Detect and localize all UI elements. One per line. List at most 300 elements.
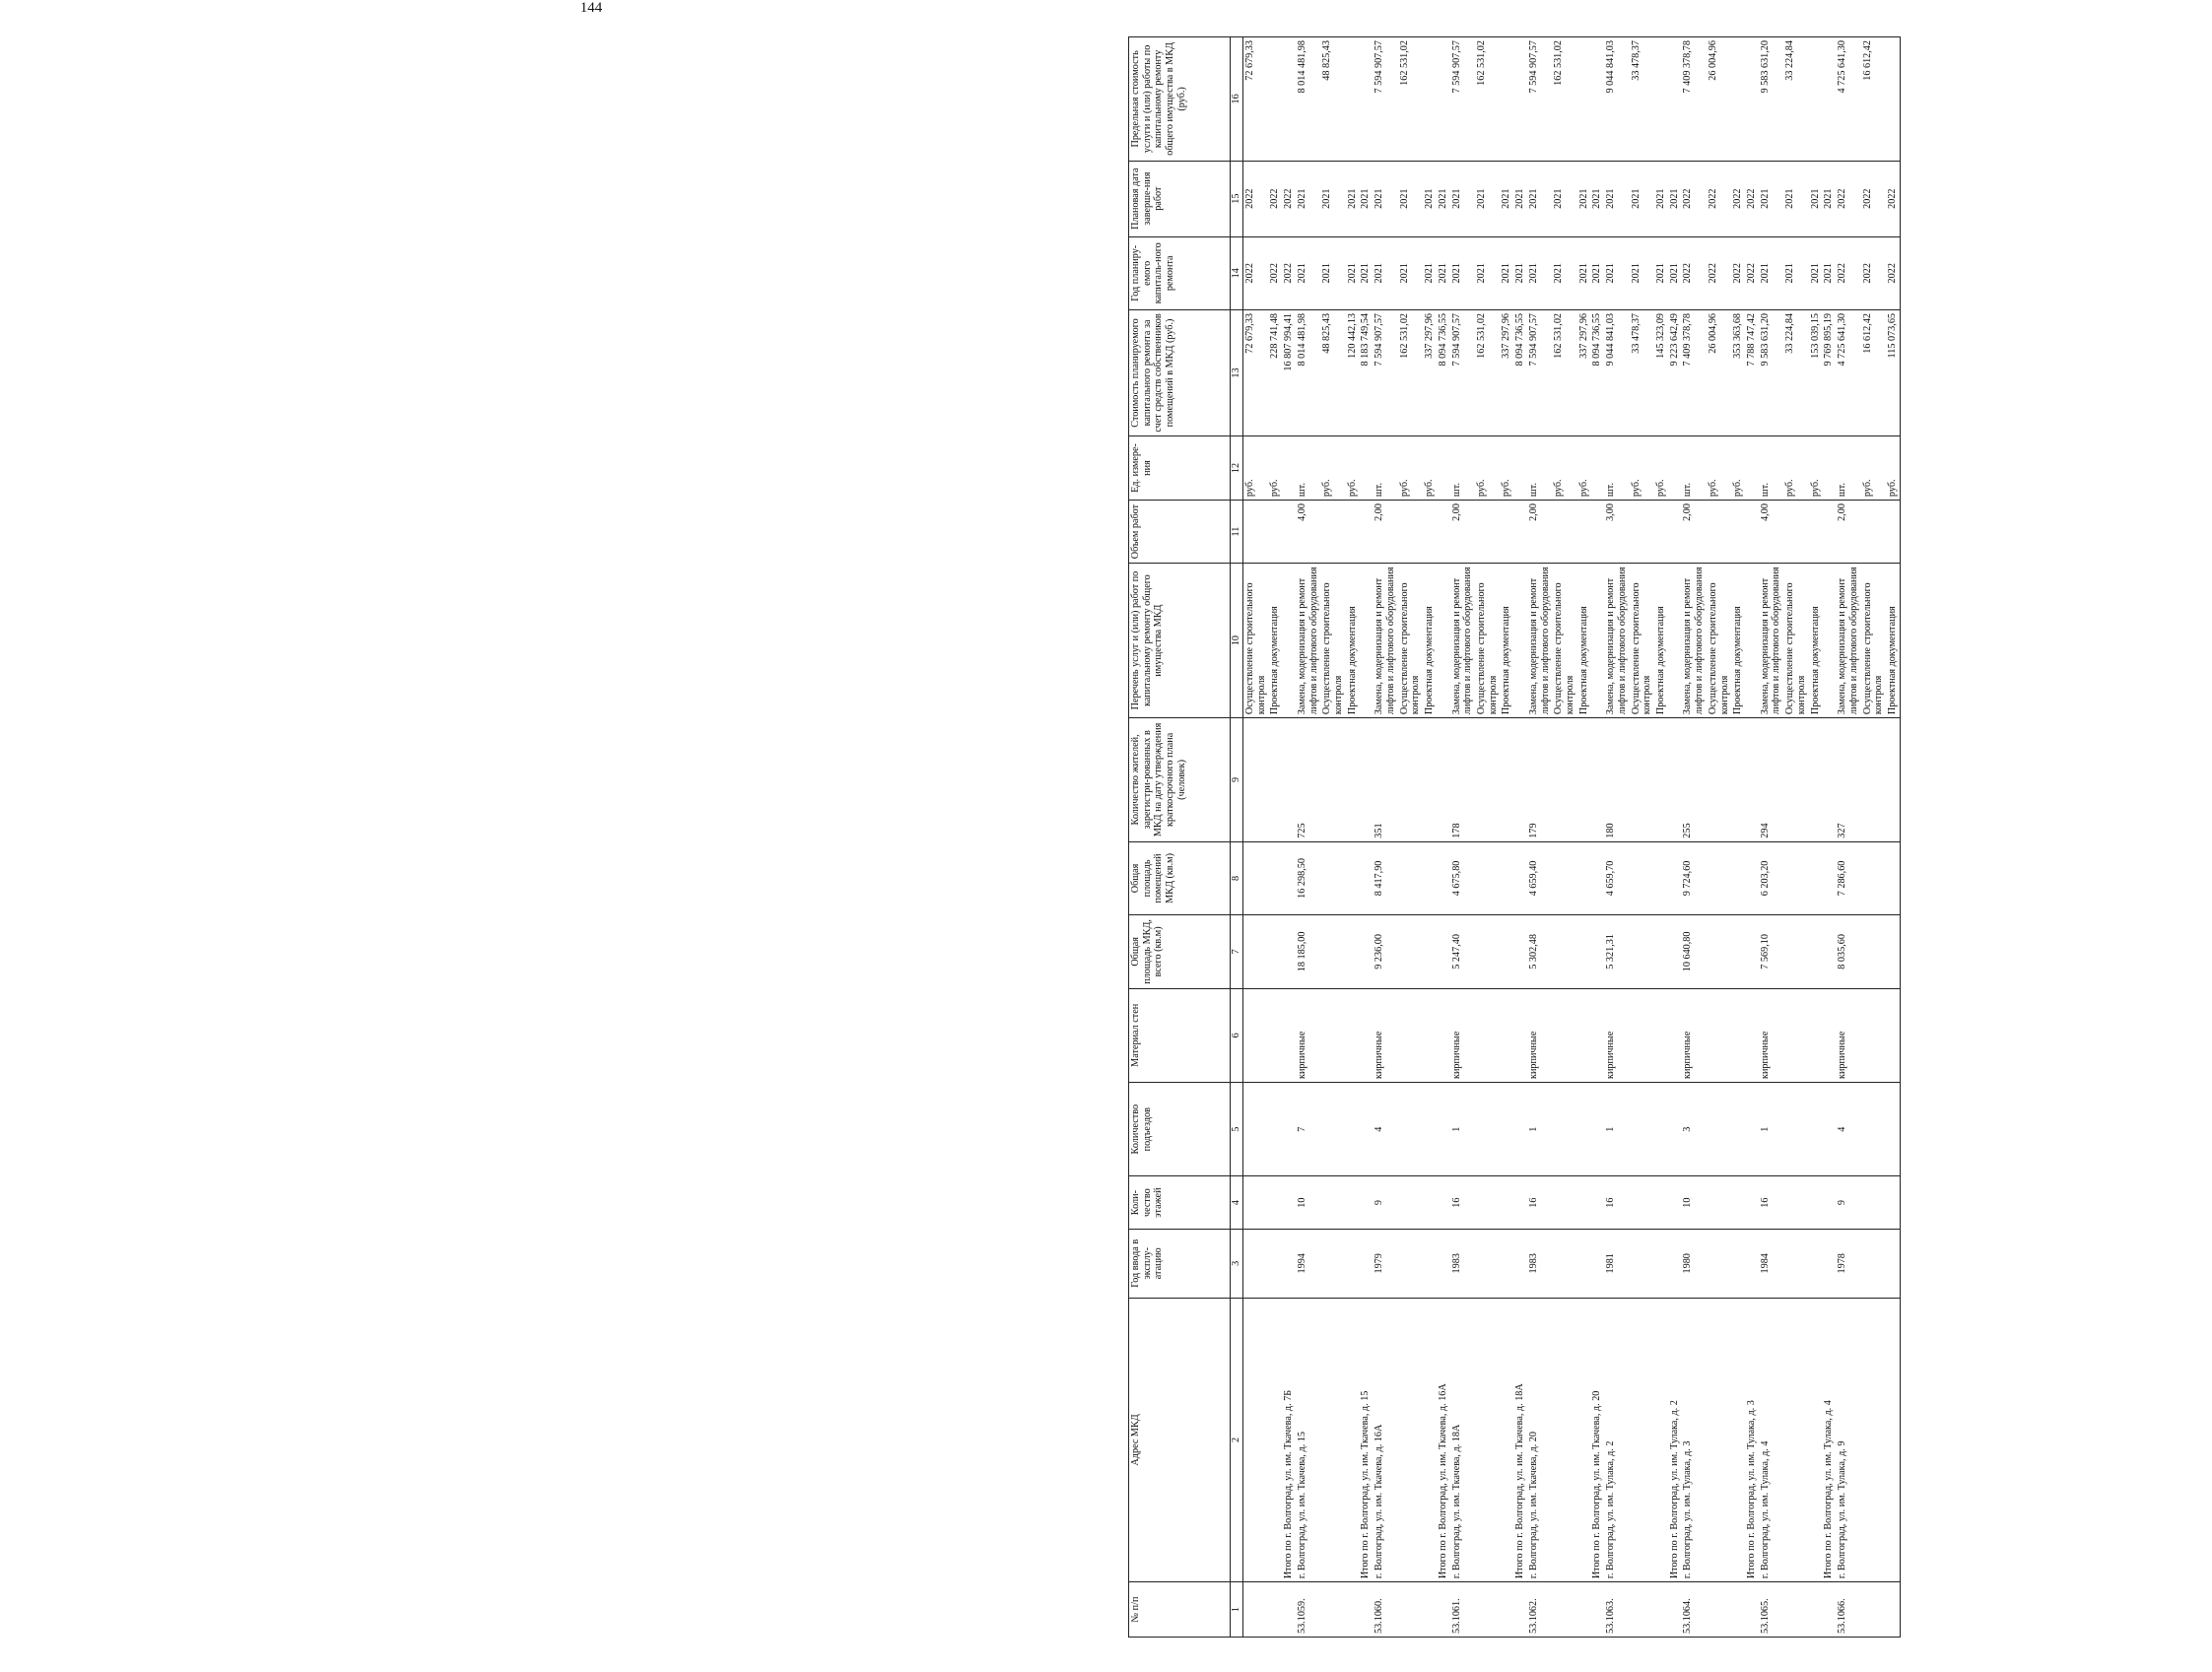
cell-completion-date: 2022 [1707, 161, 1731, 236]
col-header: Ед. измере-ния [1129, 435, 1231, 500]
cell-premises-area [1654, 841, 1668, 914]
cell-wall-material: кирпичные [1836, 988, 1860, 1082]
cell-cost: 7 788 747,42 [1745, 309, 1759, 435]
table-row [1836, 37, 1860, 1638]
table-row [1707, 37, 1731, 1638]
cell-cost: 353 363,68 [1731, 309, 1745, 435]
cell-wall-material [1861, 988, 1886, 1082]
cell-residents [1359, 718, 1373, 842]
cell-work-type: Замена, модернизация и ремонт лифтов и лифтового оборудования [1836, 564, 1860, 718]
cell-repair-year: 2021 [1346, 236, 1360, 309]
cell-residents [1668, 718, 1682, 842]
cell-cost: 9 044 841,03 [1604, 309, 1629, 435]
cell-max-cost: 33 478,37 [1630, 37, 1654, 162]
cell-wall-material [1886, 988, 1900, 1082]
cell-repair-year: 2022 [1731, 236, 1745, 309]
cell-premises-area [1346, 841, 1360, 914]
table-row [1552, 37, 1576, 1638]
cell-floors [1783, 1176, 1808, 1230]
cell-entrances [1320, 1082, 1345, 1175]
cell-work-type [1513, 564, 1527, 718]
cell-address [1707, 1298, 1731, 1582]
col-number: 13 [1231, 309, 1243, 435]
cell-unit: руб. [1268, 435, 1282, 500]
cell-address [1654, 1298, 1668, 1582]
cell-premises-area: 9 724,60 [1681, 841, 1706, 914]
cell-completion-date: 2022 [1745, 161, 1759, 236]
cell-address [1320, 1298, 1345, 1582]
cell-index: 53.1066. [1836, 1582, 1860, 1638]
cell-entrances [1707, 1082, 1731, 1175]
cell-year-built [1731, 1229, 1745, 1298]
cell-cost: 228 741,48 [1268, 309, 1282, 435]
cell-premises-area [1437, 841, 1450, 914]
cell-work-type: Проектная документация [1346, 564, 1360, 718]
cell-entrances [1268, 1082, 1282, 1175]
cell-index [1783, 1582, 1808, 1638]
cell-cost: 162 531,02 [1475, 309, 1500, 435]
cell-index [1886, 1582, 1900, 1638]
cell-volume [1500, 501, 1513, 564]
cell-total-area: 10 640,80 [1681, 915, 1706, 988]
cell-residents [1731, 718, 1745, 842]
cell-total-area [1809, 915, 1823, 988]
cell-entrances [1513, 1082, 1527, 1175]
cell-max-cost: 48 825,43 [1320, 37, 1345, 162]
cell-completion-date: 2022 [1282, 161, 1296, 236]
cell-index [1268, 1582, 1282, 1638]
cell-address [1861, 1298, 1886, 1582]
cell-completion-date: 2021 [1500, 161, 1513, 236]
cell-address [1552, 1298, 1576, 1582]
cell-floors: 10 [1681, 1176, 1706, 1230]
cell-work-type: Проектная документация [1886, 564, 1900, 718]
cell-premises-area: 6 203,20 [1759, 841, 1783, 914]
cell-unit: руб. [1552, 435, 1576, 500]
cell-cost: 162 531,02 [1398, 309, 1423, 435]
cell-unit: руб. [1809, 435, 1823, 500]
cell-premises-area [1552, 841, 1576, 914]
cell-address [1423, 1298, 1437, 1582]
cell-entrances [1437, 1082, 1450, 1175]
cell-address: Итого по г. Волгоград, ул. им. Ткачева, д. 20 [1590, 1298, 1604, 1582]
cell-index: 53.1065. [1759, 1582, 1783, 1638]
cell-completion-date: 2021 [1373, 161, 1397, 236]
cell-year-built: 1981 [1604, 1229, 1629, 1298]
cell-residents [1630, 718, 1654, 842]
col-header: Предельная стоимость услуги и (или) работы по капитальному ремонту общего имущества в МКД (руб.) [1129, 37, 1231, 162]
cell-premises-area [1320, 841, 1345, 914]
cell-max-cost [1500, 37, 1513, 162]
cell-entrances: 1 [1759, 1082, 1783, 1175]
cell-repair-year: 2021 [1590, 236, 1604, 309]
cell-work-type: Проектная документация [1268, 564, 1282, 718]
cell-address: Итого по г. Волгоград, ул. им. Ткачева, д. 15 [1359, 1298, 1373, 1582]
cell-residents [1809, 718, 1823, 842]
cell-year-built: 1984 [1759, 1229, 1783, 1298]
cell-residents [1552, 718, 1576, 842]
cell-max-cost: 72 679,33 [1243, 37, 1269, 162]
cell-residents: 327 [1836, 718, 1860, 842]
cell-total-area [1886, 915, 1900, 988]
cell-year-built [1346, 1229, 1360, 1298]
cell-wall-material [1783, 988, 1808, 1082]
cell-total-area [1654, 915, 1668, 988]
cell-work-type [1668, 564, 1682, 718]
cell-work-type [1590, 564, 1604, 718]
rotated-table-container [1128, 36, 2212, 1638]
cell-wall-material [1590, 988, 1604, 1082]
cell-wall-material [1809, 988, 1823, 1082]
cell-wall-material [1552, 988, 1576, 1082]
cell-premises-area [1475, 841, 1500, 914]
table-row [1630, 37, 1654, 1638]
cell-premises-area [1668, 841, 1682, 914]
cell-cost: 8 094 736,55 [1513, 309, 1527, 435]
cell-premises-area [1398, 841, 1423, 914]
cell-total-area: 9 236,00 [1373, 915, 1397, 988]
cell-work-type [1822, 564, 1836, 718]
cell-completion-date: 2021 [1552, 161, 1576, 236]
cell-index: 53.1062. [1527, 1582, 1552, 1638]
cell-total-area [1513, 915, 1527, 988]
cell-entrances [1654, 1082, 1668, 1175]
cell-work-type: Осуществление строительного контроля [1552, 564, 1576, 718]
col-number: 15 [1231, 161, 1243, 236]
cell-floors [1731, 1176, 1745, 1230]
cell-completion-date: 2021 [1475, 161, 1500, 236]
cell-year-built [1590, 1229, 1604, 1298]
col-header: Плановая дата заверше-ния работ [1129, 161, 1231, 236]
cell-completion-date: 2021 [1513, 161, 1527, 236]
cell-completion-date: 2021 [1654, 161, 1668, 236]
cell-volume [1731, 501, 1745, 564]
cell-cost: 16 612,42 [1861, 309, 1886, 435]
cell-index [1822, 1582, 1836, 1638]
cell-floors [1668, 1176, 1682, 1230]
cell-floors [1437, 1176, 1450, 1230]
cell-cost: 337 297,96 [1577, 309, 1591, 435]
cell-address: Итого по г. Волгоград, ул. им. Ткачева, д. 7Б [1282, 1298, 1296, 1582]
cell-work-type: Проектная документация [1500, 564, 1513, 718]
cell-volume [1423, 501, 1437, 564]
table-row [1604, 37, 1629, 1638]
cell-max-cost [1745, 37, 1759, 162]
cell-work-type [1282, 564, 1296, 718]
cell-total-area: 5 302,48 [1527, 915, 1552, 988]
cell-max-cost [1886, 37, 1900, 162]
cell-entrances [1423, 1082, 1437, 1175]
cell-index: 53.1059. [1296, 1582, 1320, 1638]
cell-completion-date: 2021 [1527, 161, 1552, 236]
cell-residents: 255 [1681, 718, 1706, 842]
cell-repair-year: 2021 [1577, 236, 1591, 309]
cell-unit [1282, 435, 1296, 500]
cell-premises-area [1731, 841, 1745, 914]
cell-wall-material [1320, 988, 1345, 1082]
col-number: 9 [1231, 718, 1243, 842]
table-row [1513, 37, 1527, 1638]
cell-floors: 9 [1836, 1176, 1860, 1230]
cell-year-built [1282, 1229, 1296, 1298]
table-row [1668, 37, 1682, 1638]
cell-max-cost: 162 531,02 [1552, 37, 1576, 162]
cell-unit: шт. [1836, 435, 1860, 500]
cell-wall-material [1243, 988, 1269, 1082]
cell-residents [1783, 718, 1808, 842]
col-header: Общая площадь МКД, всего (кв.м) [1129, 915, 1231, 988]
cell-address: Итого по г. Волгоград, ул. им. Тулака, д. 2 [1668, 1298, 1682, 1582]
cell-floors [1320, 1176, 1345, 1230]
cell-year-built: 1983 [1450, 1229, 1475, 1298]
cell-completion-date: 2021 [1809, 161, 1823, 236]
cell-wall-material [1707, 988, 1731, 1082]
table-row [1681, 37, 1706, 1638]
cell-entrances: 4 [1373, 1082, 1397, 1175]
cell-total-area [1346, 915, 1360, 988]
cell-address: г. Волгоград, ул. им. Тулака, д. 3 [1681, 1298, 1706, 1582]
cell-index [1359, 1582, 1373, 1638]
cell-completion-date: 2022 [1886, 161, 1900, 236]
col-number: 8 [1231, 841, 1243, 914]
cell-address [1886, 1298, 1900, 1582]
cell-premises-area [1577, 841, 1591, 914]
cell-work-type: Проектная документация [1809, 564, 1823, 718]
cell-unit: шт. [1527, 435, 1552, 500]
cell-entrances [1630, 1082, 1654, 1175]
cell-total-area [1822, 915, 1836, 988]
cell-wall-material: кирпичные [1450, 988, 1475, 1082]
cell-completion-date: 2021 [1359, 161, 1373, 236]
col-number: 12 [1231, 435, 1243, 500]
cell-index [1745, 1582, 1759, 1638]
cell-year-built: 1994 [1296, 1229, 1320, 1298]
cell-index [1809, 1582, 1823, 1638]
cell-year-built: 1983 [1527, 1229, 1552, 1298]
cell-floors [1243, 1176, 1269, 1230]
cell-wall-material [1654, 988, 1668, 1082]
cell-entrances [1822, 1082, 1836, 1175]
cell-index: 53.1060. [1373, 1582, 1397, 1638]
cell-completion-date: 2021 [1450, 161, 1475, 236]
table-row [1577, 37, 1591, 1638]
cell-unit: руб. [1731, 435, 1745, 500]
cell-max-cost [1346, 37, 1360, 162]
cell-total-area [1707, 915, 1731, 988]
cell-wall-material [1822, 988, 1836, 1082]
cell-cost: 7 594 907,57 [1373, 309, 1397, 435]
cell-wall-material [1630, 988, 1654, 1082]
cell-address: Итого по г. Волгоград, ул. им. Ткачева, д. 18А [1513, 1298, 1527, 1582]
cell-completion-date: 2022 [1731, 161, 1745, 236]
cell-total-area [1630, 915, 1654, 988]
cell-cost: 153 039,15 [1809, 309, 1823, 435]
cell-repair-year: 2021 [1500, 236, 1513, 309]
cell-year-built [1707, 1229, 1731, 1298]
cell-index [1861, 1582, 1886, 1638]
cell-premises-area [1707, 841, 1731, 914]
cell-max-cost [1668, 37, 1682, 162]
cell-volume [1822, 501, 1836, 564]
cell-year-built [1577, 1229, 1591, 1298]
cell-address [1809, 1298, 1823, 1582]
cell-premises-area [1630, 841, 1654, 914]
cell-entrances [1398, 1082, 1423, 1175]
cell-entrances: 7 [1296, 1082, 1320, 1175]
cell-cost: 72 679,33 [1243, 309, 1269, 435]
cell-entrances [1745, 1082, 1759, 1175]
cell-total-area: 7 569,10 [1759, 915, 1783, 988]
cell-max-cost: 162 531,02 [1475, 37, 1500, 162]
cell-max-cost: 26 004,96 [1707, 37, 1731, 162]
table-body [1243, 37, 1901, 1638]
cell-premises-area [1359, 841, 1373, 914]
cell-floors [1398, 1176, 1423, 1230]
cell-cost: 9 769 895,19 [1822, 309, 1836, 435]
cell-total-area [1577, 915, 1591, 988]
cell-address [1630, 1298, 1654, 1582]
cell-entrances [1783, 1082, 1808, 1175]
cell-address: г. Волгоград, ул. им. Ткачева, д. 16А [1373, 1298, 1397, 1582]
cell-completion-date: 2021 [1604, 161, 1629, 236]
cell-premises-area [1745, 841, 1759, 914]
col-number: 16 [1231, 37, 1243, 162]
col-number: 10 [1231, 564, 1243, 718]
cell-index [1346, 1582, 1360, 1638]
cell-completion-date: 2021 [1320, 161, 1345, 236]
cell-index: 53.1064. [1681, 1582, 1706, 1638]
cell-address: Итого по г. Волгоград, ул. им. Тулака, д. 4 [1822, 1298, 1836, 1582]
cell-completion-date: 2021 [1668, 161, 1682, 236]
cell-max-cost [1268, 37, 1282, 162]
cell-repair-year: 2021 [1296, 236, 1320, 309]
cell-volume [1552, 501, 1576, 564]
cell-max-cost: 9 044 841,03 [1604, 37, 1629, 162]
cell-repair-year: 2021 [1783, 236, 1808, 309]
cell-unit: руб. [1423, 435, 1437, 500]
cell-total-area [1320, 915, 1345, 988]
cell-entrances [1552, 1082, 1576, 1175]
cell-entrances [1590, 1082, 1604, 1175]
header-row [1129, 37, 1231, 1638]
cell-floors [1500, 1176, 1513, 1230]
cell-volume [1783, 501, 1808, 564]
cell-repair-year: 2022 [1268, 236, 1282, 309]
cell-premises-area [1590, 841, 1604, 914]
cell-entrances: 1 [1450, 1082, 1475, 1175]
cell-year-built [1668, 1229, 1682, 1298]
cell-volume [1320, 501, 1345, 564]
cell-repair-year: 2022 [1707, 236, 1731, 309]
cell-completion-date: 2021 [1822, 161, 1836, 236]
cell-floors [1886, 1176, 1900, 1230]
cell-premises-area [1822, 841, 1836, 914]
cell-unit: руб. [1630, 435, 1654, 500]
cell-completion-date: 2022 [1861, 161, 1886, 236]
cell-repair-year: 2022 [1282, 236, 1296, 309]
cell-work-type: Осуществление строительного контроля [1398, 564, 1423, 718]
cell-entrances: 3 [1681, 1082, 1706, 1175]
cell-unit [1359, 435, 1373, 500]
table-row [1398, 37, 1423, 1638]
cell-max-cost: 16 612,42 [1861, 37, 1886, 162]
cell-address [1398, 1298, 1423, 1582]
cell-residents: 725 [1296, 718, 1320, 842]
cell-floors: 16 [1759, 1176, 1783, 1230]
cell-wall-material [1282, 988, 1296, 1082]
cell-year-built [1552, 1229, 1576, 1298]
cell-total-area [1475, 915, 1500, 988]
cell-year-built [1861, 1229, 1886, 1298]
cell-premises-area [1783, 841, 1808, 914]
cell-year-built [1513, 1229, 1527, 1298]
cell-floors [1552, 1176, 1576, 1230]
cell-completion-date: 2021 [1577, 161, 1591, 236]
col-header: Адрес МКД [1129, 1298, 1231, 1582]
cell-volume [1809, 501, 1823, 564]
cell-year-built [1809, 1229, 1823, 1298]
table-row [1346, 37, 1360, 1638]
cell-residents [1500, 718, 1513, 842]
cell-wall-material [1423, 988, 1437, 1082]
cell-index [1590, 1582, 1604, 1638]
cell-residents [1590, 718, 1604, 842]
table-row [1886, 37, 1900, 1638]
cell-work-type: Замена, модернизация и ремонт лифтов и лифтового оборудования [1373, 564, 1397, 718]
cell-unit [1437, 435, 1450, 500]
table-row [1809, 37, 1823, 1638]
cell-wall-material [1398, 988, 1423, 1082]
cell-work-type: Осуществление строительного контроля [1783, 564, 1808, 718]
cell-cost: 120 442,13 [1346, 309, 1360, 435]
col-number: 14 [1231, 236, 1243, 309]
cell-repair-year: 2021 [1437, 236, 1450, 309]
cell-max-cost: 162 531,02 [1398, 37, 1423, 162]
cell-floors [1359, 1176, 1373, 1230]
cell-year-built [1822, 1229, 1836, 1298]
cell-work-type: Осуществление строительного контроля [1475, 564, 1500, 718]
cell-max-cost: 7 594 907,57 [1527, 37, 1552, 162]
col-header: Год планиру-емого капиталь-ного ремонта [1129, 236, 1231, 309]
cell-floors [1282, 1176, 1296, 1230]
cell-volume [1654, 501, 1668, 564]
cell-floors: 10 [1296, 1176, 1320, 1230]
cell-index [1577, 1582, 1591, 1638]
cell-total-area [1745, 915, 1759, 988]
cell-work-type [1745, 564, 1759, 718]
cell-cost: 9 583 631,20 [1759, 309, 1783, 435]
cell-index [1437, 1582, 1450, 1638]
cell-max-cost [1731, 37, 1745, 162]
cell-repair-year: 2021 [1654, 236, 1668, 309]
cell-floors [1809, 1176, 1823, 1230]
cell-total-area: 18 185,00 [1296, 915, 1320, 988]
cell-unit: руб. [1398, 435, 1423, 500]
cell-volume [1346, 501, 1360, 564]
col-number: 5 [1231, 1082, 1243, 1175]
cell-total-area [1500, 915, 1513, 988]
cell-total-area [1590, 915, 1604, 988]
cell-wall-material [1268, 988, 1282, 1082]
col-header: Стоимость планируемого капитального ремонта за счет средств собственников помещений в МКД (руб.) [1129, 309, 1231, 435]
cell-address [1500, 1298, 1513, 1582]
cell-floors [1475, 1176, 1500, 1230]
cell-floors [1707, 1176, 1731, 1230]
cell-volume [1630, 501, 1654, 564]
cell-residents [1577, 718, 1591, 842]
cell-address [1731, 1298, 1745, 1582]
cell-premises-area [1243, 841, 1269, 914]
